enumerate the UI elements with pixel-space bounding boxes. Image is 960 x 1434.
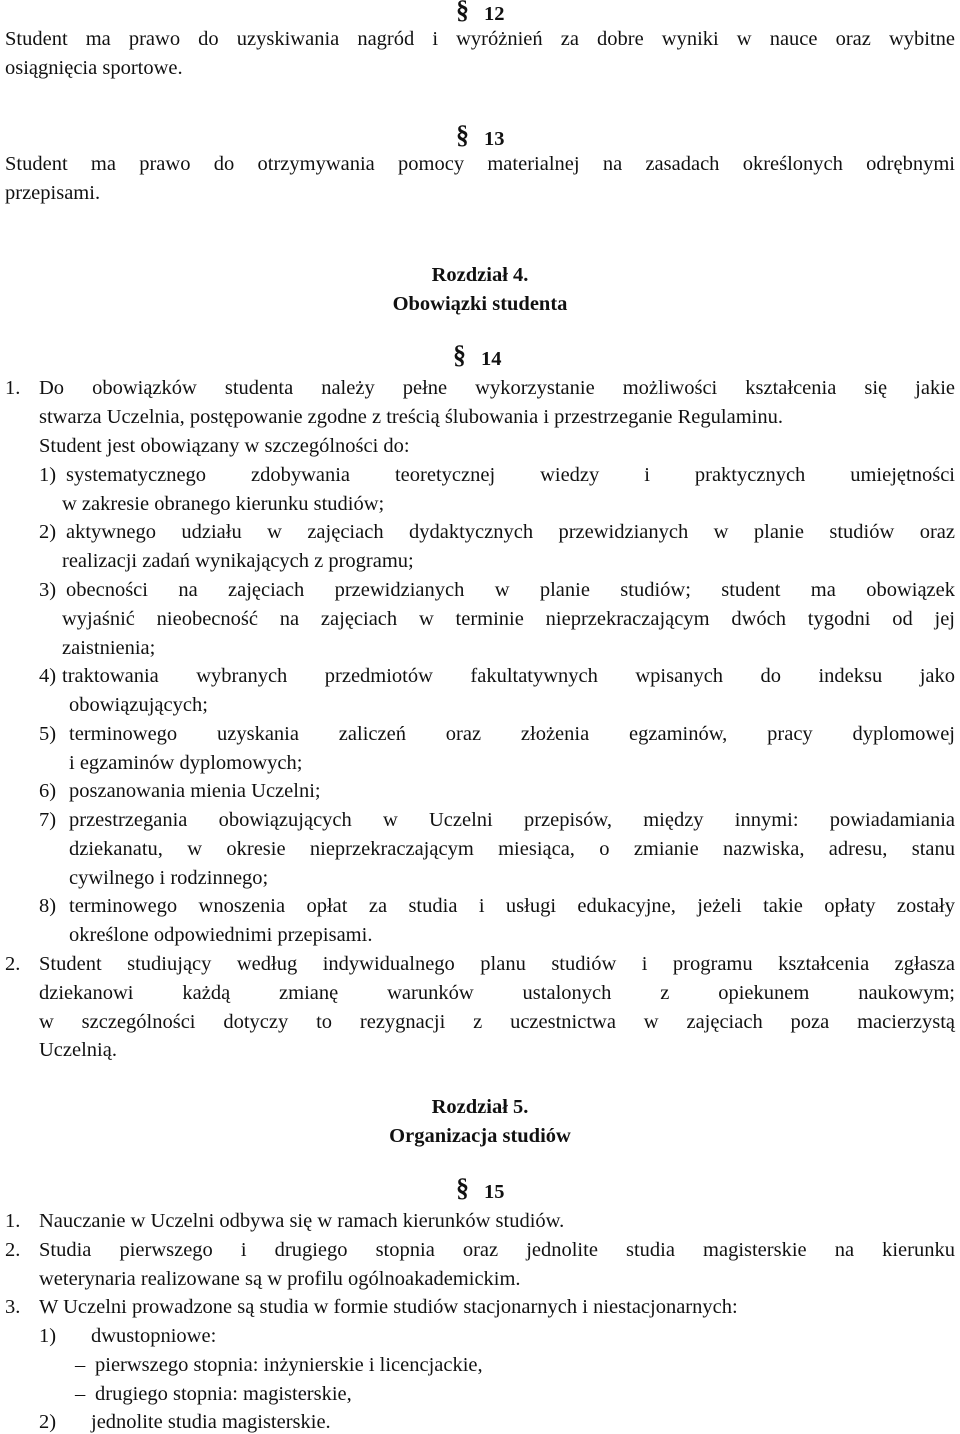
- chapter-title: Obowiązki studenta: [392, 293, 568, 315]
- paragraph-line: weterynaria realizowane są w profilu ogólnoakademickim.: [39, 1268, 521, 1290]
- list-item: przestrzegania obowiązujących w Uczelni przepisów, między innymi: powiadamiania: [69, 809, 955, 831]
- list-item: traktowania wybranych przedmiotów fakultatywnych wpisanych do indeksu jako: [62, 665, 955, 687]
- list-item: obecności na zajęciach przewidzianych w planie studiów; student ma obowiązek: [66, 579, 955, 601]
- section-number: 13: [484, 128, 505, 150]
- list-item-number: 1): [39, 1325, 57, 1347]
- section-heading-12: [456, 0, 516, 25]
- list-item: dziekanatu, w okresie nieprzekraczającym miesiąca, o zmianie nazwiska, adresu, stanu: [69, 838, 955, 860]
- list-item-number: 6): [39, 780, 57, 802]
- list-item: poszanowania mienia Uczelni;: [69, 780, 321, 802]
- list-item: w zakresie obranego kierunku studiów;: [62, 493, 385, 515]
- dash-bullet: –: [75, 1383, 86, 1405]
- paragraph-number: 2.: [5, 953, 21, 975]
- paragraph-line: Student ma prawo do otrzymywania pomocy materialnej na zasadach określonych odrębnymi: [5, 153, 955, 175]
- list-item: cywilnego i rodzinnego;: [69, 867, 269, 889]
- paragraph-line: osiągnięcia sportowe.: [5, 57, 183, 79]
- list-item: dwustopniowe:: [91, 1325, 217, 1347]
- section-sign: §: [456, 120, 469, 149]
- list-item: wyjaśnić nieobecność na zajęciach w terminie nieprzekraczającym dwóch tygodni od jej: [62, 608, 955, 630]
- paragraph-line: stwarza Uczelnia, postępowanie zgodne z treścią ślubowania i przestrzeganie Regulaminu.: [39, 406, 783, 428]
- list-item: określone odpowiednimi przepisami.: [69, 924, 373, 946]
- paragraph-line: w szczególności dotyczy to rezygnacji z uczestnictwa w zajęciach poza macierzystą: [39, 1011, 955, 1033]
- list-item-number: 5): [39, 723, 57, 745]
- list-item: obowiązujących;: [69, 694, 208, 716]
- list-item-number: 2): [39, 521, 57, 543]
- paragraph-number: 1.: [5, 1210, 21, 1232]
- list-item: terminowego wnoszenia opłat za studia i usługi edukacyjne, jeżeli takie opłaty zostały: [69, 895, 955, 917]
- chapter-title: Organizacja studiów: [389, 1125, 571, 1147]
- section-sign: §: [453, 340, 466, 369]
- section-heading-15: [456, 1175, 516, 1203]
- section-heading-13: [456, 122, 516, 150]
- list-item-number: 8): [39, 895, 57, 917]
- paragraph-line: przepisami.: [5, 182, 101, 204]
- chapter-label: Rozdział 5.: [431, 1096, 529, 1118]
- paragraph-line: Student studiujący według indywidualnego planu studiów i programu kształcenia zgłasza: [39, 953, 955, 975]
- paragraph-line: Student ma prawo do uzyskiwania nagród i wyróżnień za dobre wyniki w nauce oraz wybitne: [5, 28, 955, 50]
- paragraph-line: W Uczelni prowadzone są studia w formie studiów stacjonarnych i niestacjonarnych:: [39, 1296, 738, 1318]
- list-item: terminowego uzyskania zaliczeń oraz złożenia egzaminów, pracy dyplomowej: [69, 723, 955, 745]
- section-heading-14: [453, 342, 513, 370]
- paragraph-line: Uczelnią.: [39, 1039, 117, 1061]
- paragraph-number: 3.: [5, 1296, 21, 1318]
- dash-bullet: –: [75, 1354, 86, 1376]
- paragraph-line: Student jest obowiązany w szczególności do:: [39, 435, 410, 457]
- list-item: drugiego stopnia: magisterskie,: [95, 1383, 352, 1405]
- list-item: jednolite studia magisterskie.: [91, 1411, 331, 1433]
- section-sign: §: [456, 0, 469, 24]
- list-item-number: 7): [39, 809, 57, 831]
- list-item-number: 2): [39, 1411, 57, 1433]
- list-item: i egzaminów dyplomowych;: [69, 752, 303, 774]
- section-sign: §: [456, 1173, 469, 1202]
- list-item: aktywnego udziału w zajęciach dydaktycznych przewidzianych w planie studiów oraz: [66, 521, 955, 543]
- section-number: 12: [484, 3, 505, 25]
- list-item-number: 3): [39, 579, 57, 601]
- paragraph-number: 1.: [5, 377, 21, 399]
- paragraph-line: Studia pierwszego i drugiego stopnia oraz jednolite studia magisterskie na kierunku: [39, 1239, 955, 1261]
- paragraph-line: dziekanowi każdą zmianę warunków ustalonych z opiekunem naukowym;: [39, 982, 955, 1004]
- list-item: realizacji zadań wynikających z programu;: [62, 550, 414, 572]
- paragraph-number: 2.: [5, 1239, 21, 1261]
- paragraph-line: Nauczanie w Uczelni odbywa się w ramach kierunków studiów.: [39, 1210, 565, 1232]
- paragraph-line: Do obowiązków studenta należy pełne wykorzystanie możliwości kształcenia się jakie: [39, 377, 955, 399]
- section-number: 14: [481, 348, 502, 370]
- list-item-number: 1): [39, 464, 57, 486]
- list-item-number: 4): [39, 665, 57, 687]
- chapter-label: Rozdział 4.: [431, 264, 529, 286]
- list-item: zaistnienia;: [62, 637, 156, 659]
- list-item: pierwszego stopnia: inżynierskie i licencjackie,: [95, 1354, 483, 1376]
- section-number: 15: [484, 1181, 505, 1203]
- list-item: systematycznego zdobywania teoretycznej wiedzy i praktycznych umiejętności: [66, 464, 955, 486]
